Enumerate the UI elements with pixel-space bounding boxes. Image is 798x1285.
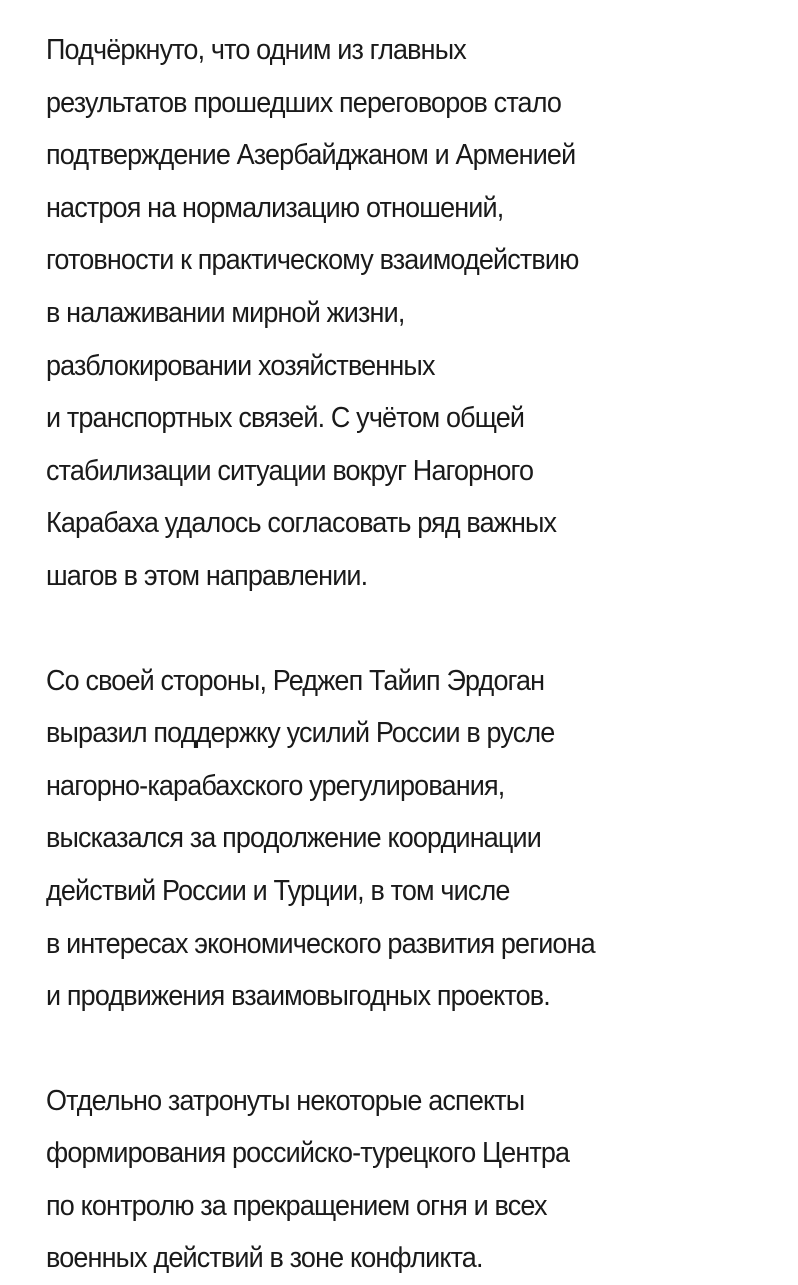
paragraph-1 — [46, 24, 786, 603]
text-line: высказался за продолжение координации — [46, 822, 542, 855]
paragraph-3 — [46, 1075, 786, 1285]
text-line: нагорно-карабахского урегулирования, — [46, 769, 505, 802]
text-line: военных действий в зоне конфликта. — [46, 1242, 483, 1275]
text-line: Отдельно затронуты некоторые аспекты — [46, 1084, 525, 1117]
text-line: действий России и Турции, в том числе — [46, 874, 510, 907]
text-line: и продвижения взаимовыгодных проектов. — [46, 980, 550, 1013]
paragraph-2 — [46, 655, 786, 1023]
text-line: готовности к практическому взаимодействию — [46, 244, 579, 277]
text-line: разблокировании хозяйственных — [46, 349, 435, 382]
text-line: настроя на нормализацию отношений, — [46, 191, 504, 224]
text-line: и транспортных связей. С учётом общей — [46, 402, 525, 435]
text-line: результатов прошедших переговоров стало — [46, 86, 562, 119]
text-line: подтверждение Азербайджаном и Арменией — [46, 139, 576, 172]
text-line: Со своей стороны, Реджеп Тайип Эрдоган — [46, 664, 545, 697]
text-line: шагов в этом направлении. — [46, 559, 368, 592]
text-line: стабилизации ситуации вокруг Нагорного — [46, 454, 534, 487]
text-line: Подчёркнуто, что одним из главных — [46, 34, 466, 66]
text-line: в интересах экономического развития региона — [46, 927, 595, 960]
text-line: в налаживании мирной жизни, — [46, 296, 405, 329]
text-line: формирования российско-турецкого Центра — [46, 1137, 570, 1170]
text-line: по контролю за прекращением огня и всех — [46, 1189, 547, 1222]
article-body — [46, 24, 786, 1285]
text-line: Карабаха удалось согласовать ряд важных — [46, 507, 557, 540]
text-line: выразил поддержку усилий России в русле — [46, 717, 555, 750]
